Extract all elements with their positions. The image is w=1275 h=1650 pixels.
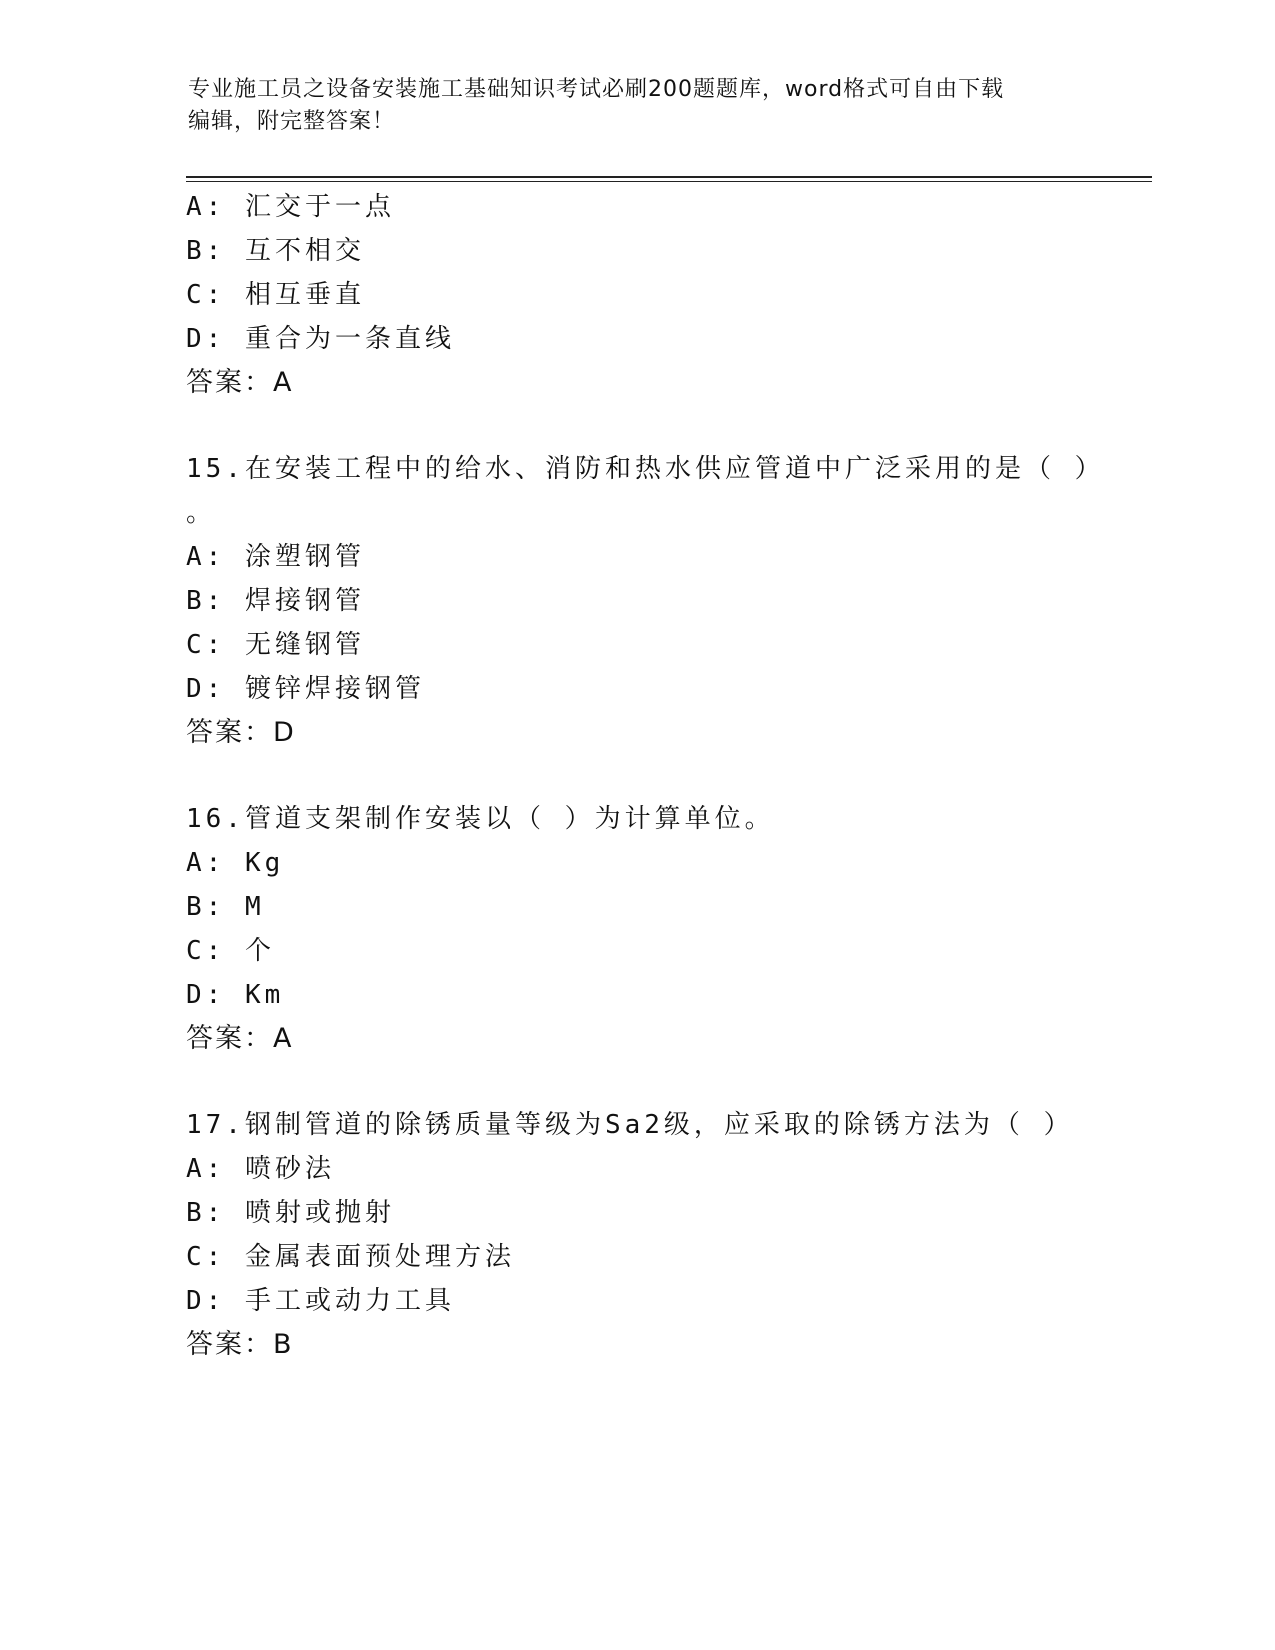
q15-question-line-1: 15.在安装工程中的给水、消防和热水供应管道中广泛采用的是（ ） <box>186 454 1105 484</box>
q17-option-b: B: 喷射或抛射 <box>186 1198 395 1228</box>
q17-option-c: C: 金属表面预处理方法 <box>186 1242 515 1272</box>
header-title-line-2: 编辑，附完整答案！ <box>188 109 396 134</box>
q15-option-a: A: 涂塑钢管 <box>186 542 365 572</box>
q16-option-a: A: Kg <box>186 848 285 878</box>
q15-option-d: D: 镀锌焊接钢管 <box>186 674 425 704</box>
q16-answer: 答案：A <box>186 1023 294 1054</box>
q15-option-c: C: 无缝钢管 <box>186 630 365 660</box>
q16-question: 16.管道支架制作安装以（ ）为计算单位。 <box>186 804 775 834</box>
q17-answer: 答案：B <box>186 1329 294 1360</box>
q14-option-b: B: 互不相交 <box>186 236 365 266</box>
q16-option-d: D: Km <box>186 980 285 1010</box>
q15-option-b: B: 焊接钢管 <box>186 586 365 616</box>
q16-option-c: C: 个 <box>186 936 275 966</box>
q14-option-d: D: 重合为一条直线 <box>186 324 455 354</box>
q14-option-a: A: 汇交于一点 <box>186 192 395 222</box>
q14-answer: 答案：A <box>186 367 294 398</box>
q14-option-c: C: 相互垂直 <box>186 280 365 310</box>
header-rule-thin <box>186 181 1152 182</box>
q17-question: 17.钢制管道的除锈质量等级为Sa2级，应采取的除锈方法为（ ） <box>186 1110 1074 1140</box>
q16-option-b: B: M <box>186 892 265 922</box>
q17-option-a: A: 喷砂法 <box>186 1154 335 1184</box>
q17-option-d: D: 手工或动力工具 <box>186 1286 455 1316</box>
document-header <box>188 74 1068 138</box>
header-title-line-1: 专业施工员之设备安装施工基础知识考试必刷200题题库，word格式可自由下载 <box>188 77 1005 102</box>
q15-answer: 答案：D <box>186 717 296 748</box>
header-rule-thick <box>186 176 1152 178</box>
q15-question-line-2: 。 <box>186 498 217 528</box>
